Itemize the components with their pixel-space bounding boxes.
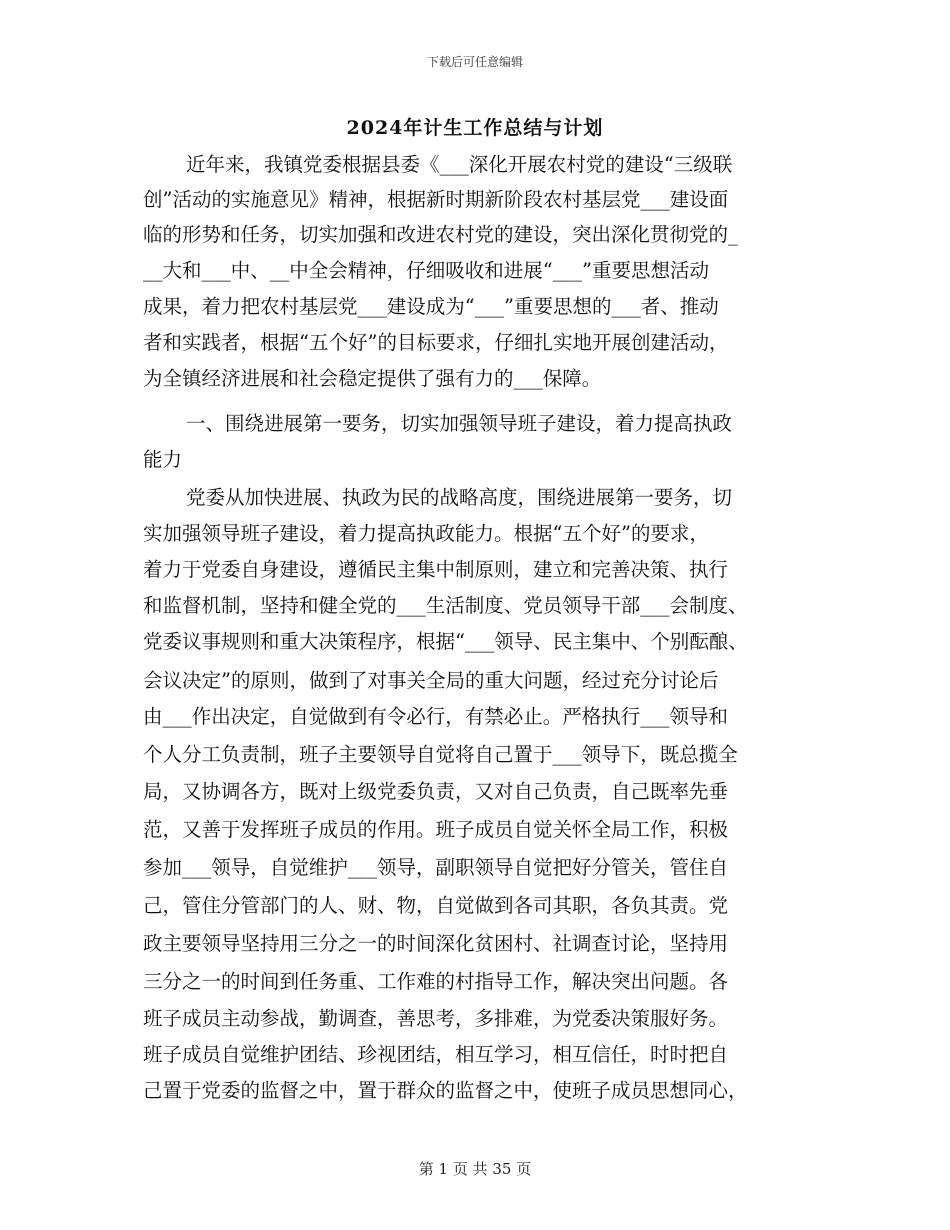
section-heading-line: 一、围绕进展第一要务，切实加强领导班子建设，着力提高执政 [186,412,733,435]
body-line: __大和___中、__中全会精神，仔细吸收和进展“___”重要思想活动 [143,259,709,282]
body-line: 着力于党委自身建设，遵循民主集中制原则，建立和完善决策、执行 [143,558,729,581]
body-line: 由___作出决定，自觉做到有令必行，有禁必止。严格执行___领导和 [143,705,729,728]
document-title: 2024年计生工作总结与计划 [346,117,604,139]
body-line: 参加___领导，自觉维护___领导，副职领导自觉把好分管关，管住自 [143,856,729,879]
body-line: 创”活动的实施意见》精神，根据新时期新阶段农村基层党___建设面 [143,188,729,211]
body-line: 成果，着力把农村基层党___建设成为“___”重要思想的___者、推动 [143,295,719,318]
body-line: 班子成员主动参战，勤调查，善思考，多排难，为党委决策服好务。 [143,1007,729,1030]
page-header-note: 下载后可任意编辑 [426,55,523,69]
page-number-footer: 第 1 页 共 35 页 [418,1160,532,1178]
body-line: 和监督机制，坚持和健全党的___生活制度、党员领导干部___会制度、 [143,594,748,617]
body-line: 班子成员自觉维护团结、珍视团结，相互学习，相互信任，时时把自 [143,1043,729,1066]
body-line: 范，又善于发挥班子成员的作用。班子成员自觉关怀全局工作，积极 [143,818,729,841]
body-line: 临的形势和任务，切实加强和改进农村党的建设，突出深化贯彻党的_ [143,223,738,246]
body-line: 局，又协调各方，既对上级党委负责，又对自己负责，自己既率先垂 [143,780,729,803]
body-line: 己置于党委的监督之中，置于群众的监督之中，使班子成员思想同心， [143,1079,748,1102]
body-line: 会议决定”的原则，做到了对事关全局的重大问题，经过充分讨论后 [143,669,719,692]
section-heading-line: 能力 [143,448,183,471]
body-line: 者和实践者，根据“五个好”的目标要求，仔细扎实地开展创建活动， [143,331,729,354]
body-line: 党委议事规则和重大决策程序，根据“___领导、民主集中、个别酝酿、 [143,630,748,653]
body-line: 政主要领导坚持用三分之一的时间深化贫困村、社调查讨论，坚持用 [143,932,729,955]
body-line: 己，管住分管部门的人、财、物，自觉做到各司其职，各负其责。党 [143,894,729,917]
body-line: 近年来，我镇党委根据县委《___深化开展农村党的建设“三级联 [186,153,733,176]
body-line: 为全镇经济进展和社会稳定提供了强有力的___保障。 [143,367,602,390]
body-line: 三分之一的时间到任务重、工作难的村指导工作，解决突出问题。各 [143,970,729,993]
body-line: 实加强领导班子建设，着力提高执政能力。根据“五个好”的要求， [143,522,709,545]
body-line: 党委从加快进展、执政为民的战略高度，围绕进展第一要务，切 [186,486,733,509]
body-line: 个人分工负责制，班子主要领导自觉将自己置于___领导下，既总揽全 [143,743,738,766]
